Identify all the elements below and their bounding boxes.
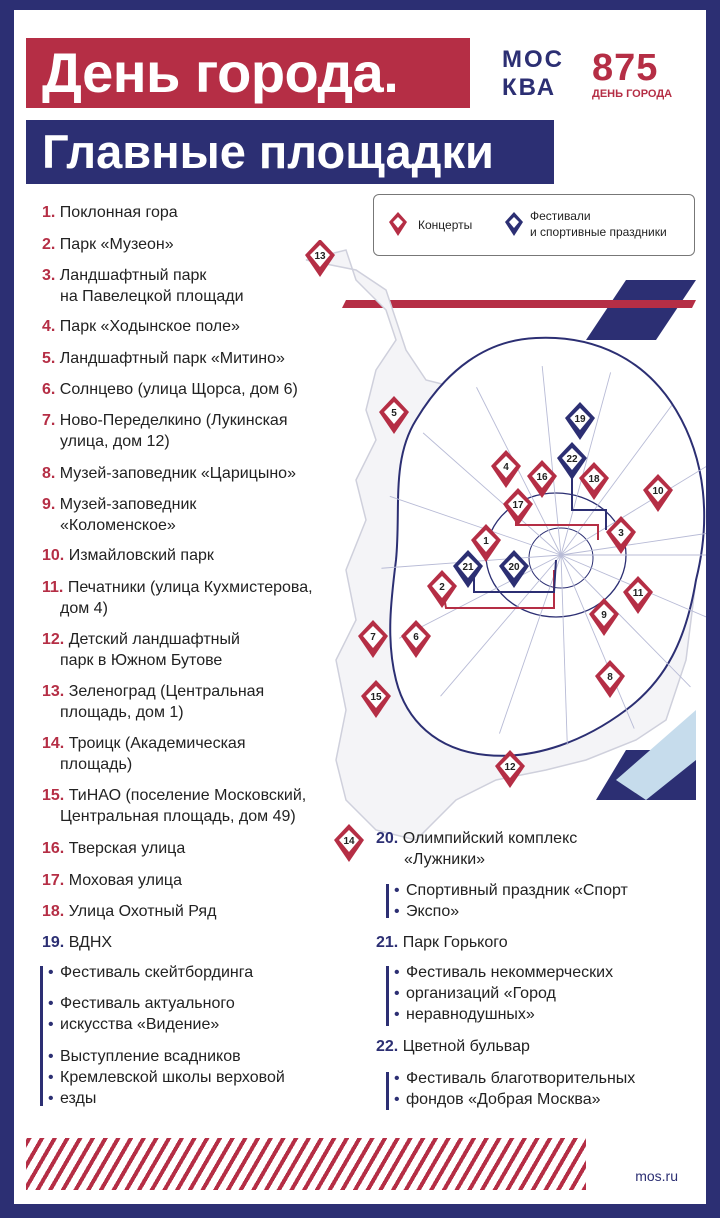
venue-12-name: Детский ландшафтный (68, 631, 240, 648)
page-subtitle: Главные площадки (26, 120, 554, 184)
logo-mos: МОС (502, 46, 564, 73)
venue-2-name: Парк «Музеон» (59, 236, 174, 253)
venue-15-number: 15. (42, 787, 65, 804)
venue-18-number: 18. (42, 903, 65, 920)
venue-22-name: Цветной бульвар (402, 1038, 530, 1055)
site-url: mos.ru (635, 1168, 678, 1184)
venue-18 (42, 901, 216, 922)
venue-22-event-text2: фондов «Добрая Москва» (406, 1091, 601, 1108)
venue-18-name: Улица Охотный Ряд (68, 903, 217, 920)
marker-label: 11 (632, 588, 644, 599)
venue-20-event: • Спортивный праздник «Спорт (390, 880, 628, 901)
map-marker-13 (305, 240, 335, 277)
venue-14-line2: площадь) (60, 756, 133, 773)
marker-label: 13 (314, 251, 326, 262)
venue-20-event-text2: Экспо» (406, 903, 460, 920)
marker-label: 20 (508, 562, 520, 573)
venue-7-name: Ново-Переделкино (Лукинская (59, 412, 288, 429)
venue-13-line2: площадь, дом 1) (60, 704, 184, 721)
vdnh-events-bar (40, 966, 43, 1106)
venue-3-line2: на Павелецкой площади (60, 288, 244, 305)
venue-7-number: 7. (42, 412, 56, 429)
vdnh-event-3-text3: езды (60, 1090, 97, 1107)
marker-label: 15 (370, 692, 382, 703)
venue-1 (42, 202, 178, 223)
venue-9-name: Музей-заповедник (59, 496, 197, 513)
venue-2 (42, 234, 174, 255)
venue-11 (42, 577, 313, 598)
marker-label: 1 (483, 536, 489, 547)
venue-14 (42, 733, 246, 754)
venue-20-event-line2 (390, 901, 459, 922)
page-title: День города. (26, 38, 470, 108)
venue-4-name: Парк «Ходынское поле» (59, 318, 240, 335)
venue-11-line2: дом 4) (60, 600, 108, 617)
venue-7-line2: улица, дом 12) (60, 433, 170, 450)
marker-label: 16 (536, 472, 548, 483)
venue-14-number: 14. (42, 735, 65, 752)
venue-9-line2: «Коломенское» (60, 517, 176, 534)
venue-21 (376, 932, 508, 953)
decor-bar-red (342, 300, 696, 308)
marker-label: 6 (413, 632, 419, 643)
venue-6-name: Солнцево (улица Щорса, дом 6) (59, 381, 298, 398)
vdnh-event-1: • Фестиваль скейтбординга (44, 962, 253, 983)
marker-label: 8 (607, 672, 613, 683)
concert-marker-icon (388, 211, 408, 237)
venue-12-number: 12. (42, 631, 65, 648)
logo-number: 875 (592, 47, 659, 89)
venue-19-number: 19. (42, 934, 65, 951)
venue-6-number: 6. (42, 381, 56, 398)
marker-label: 14 (343, 836, 355, 847)
venue-21-event-line2 (390, 983, 556, 1004)
venue-4-number: 4. (42, 318, 56, 335)
venue-17 (42, 870, 182, 891)
venue-12-line2: парк в Южном Бутове (60, 652, 223, 669)
venue-2-number: 2. (42, 236, 56, 253)
venue-14-name: Троицк (Академическая (68, 735, 246, 752)
venue-8 (42, 463, 296, 484)
venue-5-number: 5. (42, 350, 56, 367)
venue-11-name: Печатники (улица Кухмистерова, (67, 579, 313, 596)
venue-17-name: Моховая улица (68, 872, 182, 889)
venue-21-event: • Фестиваль некоммерческих (390, 962, 613, 983)
marker-label: 12 (504, 762, 516, 773)
vdnh-event-2-line2 (44, 1014, 219, 1035)
vdnh-event-3-line3 (44, 1088, 96, 1109)
venue-22-bar (386, 1072, 389, 1110)
vdnh-event-2: • Фестиваль актуального (44, 993, 235, 1014)
venue-21-event-line3 (390, 1004, 535, 1025)
legend-concerts: Концерты (418, 218, 473, 232)
venue-19-name: ВДНХ (68, 934, 113, 951)
vdnh-event-2-text: искусства «Видение» (60, 1016, 220, 1033)
venue-10-name: Измайловский парк (68, 547, 214, 564)
venue-7 (42, 410, 288, 431)
venue-3 (42, 265, 206, 286)
legend-festivals-line1: Фестивали (530, 209, 591, 223)
venue-9 (42, 494, 196, 515)
venue-12 (42, 629, 240, 650)
venue-6 (42, 379, 298, 400)
frame-border-bottom (0, 1204, 720, 1218)
venue-21-number: 21. (376, 934, 399, 951)
venue-4 (42, 316, 240, 337)
venue-1-number: 1. (42, 204, 56, 221)
venue-10-number: 10. (42, 547, 65, 564)
marker-label: 17 (512, 500, 524, 511)
venue-5-name: Ландшафтный парк «Митино» (59, 350, 285, 367)
vdnh-event-3-text2: Кремлевской школы верховой (60, 1069, 285, 1086)
decor-bar-navy (586, 280, 696, 340)
venue-5 (42, 348, 285, 369)
venue-20-line2: «Лужники» (404, 851, 486, 868)
logo-kva: КВА (502, 74, 557, 101)
venue-8-name: Музей-заповедник «Царицыно» (59, 465, 296, 482)
vdnh-event-3: • Выступление всадников (44, 1046, 241, 1067)
vdnh-event-3-line2 (44, 1067, 285, 1088)
venue-21-name: Парк Горького (402, 934, 508, 951)
venue-20-bar (386, 884, 389, 918)
marker-label: 3 (618, 528, 624, 539)
venue-8-number: 8. (42, 465, 56, 482)
venue-3-number: 3. (42, 267, 56, 284)
venue-20-name: Олимпийский комплекс (402, 830, 578, 847)
venue-19 (42, 932, 112, 953)
venue-22-event: • Фестиваль благотворительных (390, 1068, 635, 1089)
frame-border-left (0, 0, 14, 1218)
decorative-stripes (26, 1138, 586, 1190)
venue-13-number: 13. (42, 683, 65, 700)
venue-15-line2: Центральная площадь, дом 49) (60, 808, 296, 825)
festival-marker-icon (504, 211, 524, 237)
venue-21-event-text2: организаций «Город (406, 985, 556, 1002)
venue-21-event-text3: неравнодушных» (406, 1006, 535, 1023)
marker-label: 7 (370, 632, 376, 643)
venue-15-name: ТиНАО (поселение Московский, (68, 787, 307, 804)
venue-21-bar (386, 966, 389, 1026)
moscow-map (286, 240, 706, 880)
legend-festivals-line2: и спортивные праздники (530, 225, 667, 239)
frame-border-right (706, 0, 720, 1218)
frame-border-top (0, 0, 720, 10)
venue-10 (42, 545, 214, 566)
venue-13 (42, 681, 264, 702)
marker-label: 2 (439, 582, 445, 593)
marker-label: 5 (391, 408, 397, 419)
marker-label: 4 (503, 462, 509, 473)
marker-label: 10 (652, 486, 664, 497)
venue-13-name: Зеленоград (Центральная (68, 683, 265, 700)
venue-20 (376, 828, 577, 849)
moscow-875-logo (502, 48, 702, 104)
map-roads (306, 250, 706, 840)
venue-17-number: 17. (42, 872, 65, 889)
marker-label: 21 (462, 562, 474, 573)
venue-3-name: Ландшафтный парк (59, 267, 207, 284)
marker-label: 22 (566, 454, 578, 465)
venue-16-number: 16. (42, 840, 65, 857)
venue-15 (42, 785, 306, 806)
venue-22 (376, 1036, 530, 1057)
venue-16-name: Тверская улица (68, 840, 186, 857)
venue-20-number: 20. (376, 830, 399, 847)
logo-caption: ДЕНЬ ГОРОДА (592, 88, 673, 100)
marker-label: 9 (601, 610, 607, 621)
venue-22-number: 22. (376, 1038, 399, 1055)
venue-11-number: 11. (42, 579, 64, 596)
venue-9-number: 9. (42, 496, 56, 513)
venue-22-event-line2 (390, 1089, 600, 1110)
venue-16 (42, 838, 185, 859)
venue-1-name: Поклонная гора (59, 204, 178, 221)
marker-label: 19 (574, 414, 586, 425)
map-marker-14 (334, 824, 364, 862)
marker-label: 18 (588, 474, 600, 485)
